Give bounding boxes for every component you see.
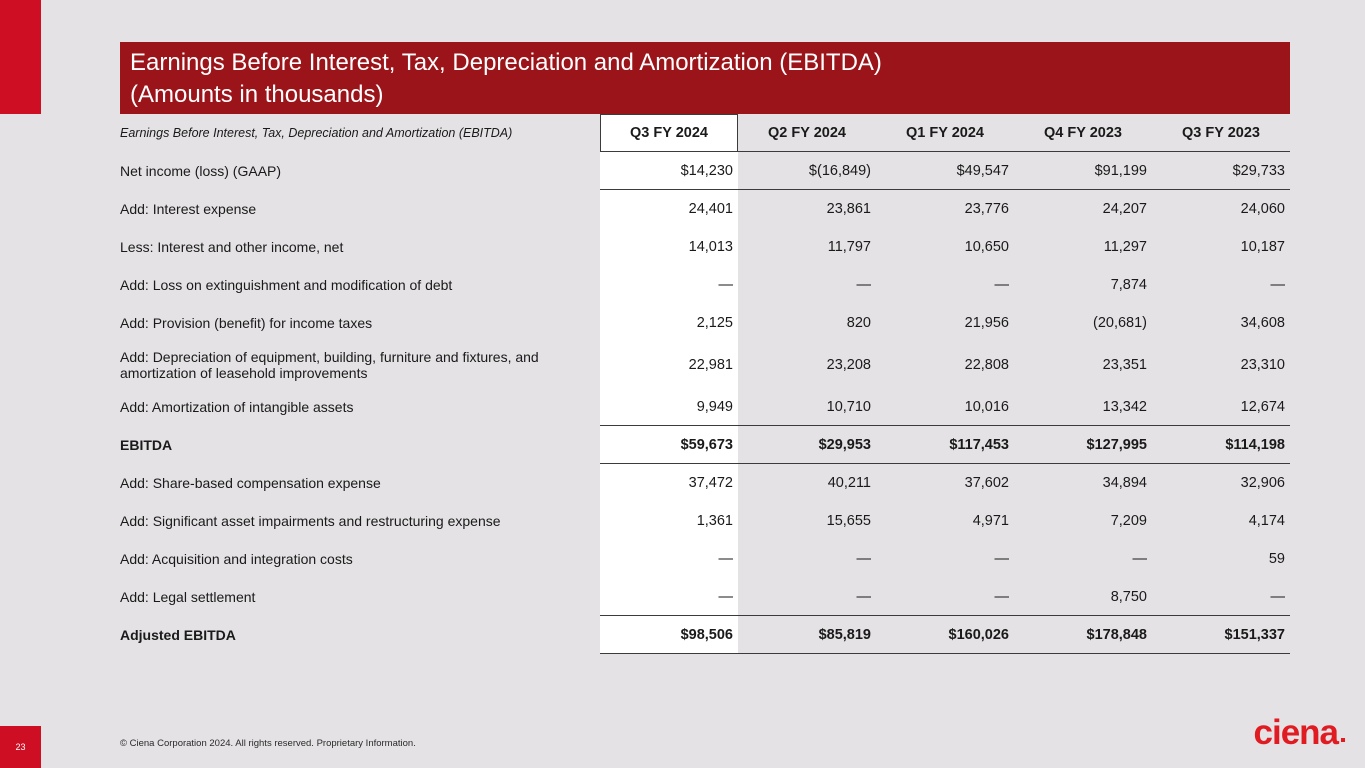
top-accent-bar bbox=[0, 0, 41, 114]
cell-value: 24,401 bbox=[600, 190, 738, 228]
table-row bbox=[120, 540, 1290, 578]
table-row bbox=[120, 228, 1290, 266]
table-row bbox=[120, 388, 1290, 426]
cell-value: 15,655 bbox=[826, 513, 871, 529]
row-label: EBITDA bbox=[120, 437, 173, 453]
cell-value: $49,547 bbox=[876, 152, 1014, 190]
cell-value: 11,797 bbox=[827, 239, 871, 255]
page-number-box bbox=[0, 726, 41, 768]
cell-value: 23,208 bbox=[826, 357, 871, 373]
ciena-logo bbox=[1254, 714, 1346, 752]
cell-value: — bbox=[856, 551, 871, 567]
cell-value: 22,981 bbox=[600, 342, 738, 388]
cell-value: 10,650 bbox=[964, 239, 1009, 255]
cell-value: 22,808 bbox=[964, 357, 1009, 373]
cell-value: 1,361 bbox=[600, 502, 738, 540]
row-label: Net income (loss) (GAAP) bbox=[120, 163, 282, 179]
cell-value: — bbox=[738, 578, 876, 616]
cell-value: 32,906 bbox=[1240, 475, 1285, 491]
cell-value: — bbox=[876, 578, 1014, 616]
cell-value: $14,230 bbox=[600, 152, 738, 190]
cell-value: 59 bbox=[1268, 551, 1285, 567]
cell-value: 12,674 bbox=[1152, 388, 1290, 426]
cell-value: 7,874 bbox=[1110, 277, 1147, 293]
cell-value: 4,174 bbox=[1248, 513, 1285, 529]
cell-value: 10,710 bbox=[738, 388, 876, 426]
footer-copyright: © Ciena Corporation 2024. All rights reserved. Proprietary Information. bbox=[120, 738, 416, 749]
cell-value: 34,894 bbox=[1102, 475, 1147, 491]
cell-value: — bbox=[856, 277, 871, 293]
cell-value: $127,995 bbox=[1014, 426, 1152, 464]
cell-value: 37,602 bbox=[964, 475, 1009, 491]
row-label: Less: Interest and other income, net bbox=[120, 239, 344, 255]
cell-value: $(16,849) bbox=[738, 152, 876, 190]
table-row bbox=[120, 616, 1290, 654]
table-row bbox=[120, 502, 1290, 540]
row-label: Add: Significant asset impairments and restructuring expense bbox=[120, 513, 501, 529]
table-row bbox=[120, 152, 1290, 190]
row-label: Add: Provision (benefit) for income taxes bbox=[120, 315, 373, 331]
logo-registered-dot bbox=[1341, 738, 1345, 742]
ciena-logo-text: ciena bbox=[1253, 713, 1338, 752]
cell-value: 8,750 bbox=[1014, 578, 1152, 616]
row-label: Add: Depreciation of equipment, building, furniture and fixtures, and amortization of leasehold improvements bbox=[120, 349, 539, 381]
page-number: 23 bbox=[15, 742, 26, 752]
cell-value: 820 bbox=[846, 315, 871, 331]
cell-value: $85,819 bbox=[738, 616, 876, 654]
cell-value: — bbox=[1132, 551, 1147, 567]
row-label: Add: Share-based compensation expense bbox=[120, 475, 381, 491]
ebitda-table bbox=[120, 114, 1290, 654]
cell-value: 40,211 bbox=[827, 475, 871, 491]
column-header: Q4 FY 2023 bbox=[1014, 114, 1152, 152]
cell-value: $117,453 bbox=[876, 426, 1014, 464]
cell-value: 4,971 bbox=[972, 513, 1009, 529]
cell-value: $29,733 bbox=[1152, 152, 1290, 190]
cell-value: (20,681) bbox=[1092, 315, 1147, 331]
table-row bbox=[120, 464, 1290, 502]
table-row bbox=[120, 578, 1290, 616]
cell-value: 23,310 bbox=[1240, 357, 1285, 373]
cell-value: $114,198 bbox=[1152, 426, 1290, 464]
row-label: Add: Interest expense bbox=[120, 201, 257, 217]
cell-value: 13,342 bbox=[1014, 388, 1152, 426]
table-row bbox=[120, 426, 1290, 464]
title-bar bbox=[120, 42, 1290, 114]
cell-value: — bbox=[994, 277, 1009, 293]
cell-value: 24,060 bbox=[1240, 201, 1285, 217]
table-row bbox=[120, 342, 1290, 388]
cell-value: $178,848 bbox=[1014, 616, 1152, 654]
cell-value: — bbox=[600, 578, 738, 616]
row-label: Add: Acquisition and integration costs bbox=[120, 551, 353, 567]
cell-value: $91,199 bbox=[1014, 152, 1152, 190]
table-header-row bbox=[120, 114, 1290, 152]
cell-value: 21,956 bbox=[964, 315, 1009, 331]
cell-value: $160,026 bbox=[876, 616, 1014, 654]
cell-value: $151,337 bbox=[1152, 616, 1290, 654]
column-header: Q2 FY 2024 bbox=[738, 114, 876, 152]
table-row bbox=[120, 266, 1290, 304]
table-body bbox=[120, 152, 1290, 654]
cell-value: $29,953 bbox=[738, 426, 876, 464]
cell-value: 10,187 bbox=[1240, 239, 1285, 255]
slide-title-line2: (Amounts in thousands) bbox=[130, 81, 384, 108]
row-label: Add: Legal settlement bbox=[120, 589, 256, 605]
cell-value: $98,506 bbox=[600, 616, 738, 654]
cell-value: 9,949 bbox=[600, 388, 738, 426]
slide-title-line1: Earnings Before Interest, Tax, Depreciation and Amortization (EBITDA) bbox=[130, 49, 882, 76]
cell-value: 34,608 bbox=[1240, 315, 1285, 331]
table-corner-label: Earnings Before Interest, Tax, Depreciation and Amortization (EBITDA) bbox=[120, 126, 513, 140]
cell-value: 7,209 bbox=[1110, 513, 1147, 529]
row-label: Add: Amortization of intangible assets bbox=[120, 399, 354, 415]
cell-value: 2,125 bbox=[600, 304, 738, 342]
cell-value: — bbox=[1270, 277, 1285, 293]
cell-value: 23,776 bbox=[964, 201, 1009, 217]
cell-value: $59,673 bbox=[600, 426, 738, 464]
row-label: Add: Loss on extinguishment and modification of debt bbox=[120, 277, 453, 293]
cell-value: 14,013 bbox=[600, 228, 738, 266]
cell-value: — bbox=[600, 540, 738, 578]
cell-value: 23,351 bbox=[1102, 357, 1147, 373]
cell-value: 24,207 bbox=[1102, 201, 1147, 217]
cell-value: — bbox=[994, 551, 1009, 567]
cell-value: 23,861 bbox=[826, 201, 871, 217]
cell-value: — bbox=[600, 266, 738, 304]
cell-value: 11,297 bbox=[1103, 239, 1147, 255]
column-header: Q3 FY 2023 bbox=[1152, 114, 1290, 152]
cell-value: — bbox=[1152, 578, 1290, 616]
row-label: Adjusted EBITDA bbox=[120, 627, 236, 643]
table-row bbox=[120, 304, 1290, 342]
table-row bbox=[120, 190, 1290, 228]
column-header: Q3 FY 2024 bbox=[600, 114, 738, 152]
cell-value: 37,472 bbox=[600, 464, 738, 502]
column-header: Q1 FY 2024 bbox=[876, 114, 1014, 152]
cell-value: 10,016 bbox=[876, 388, 1014, 426]
